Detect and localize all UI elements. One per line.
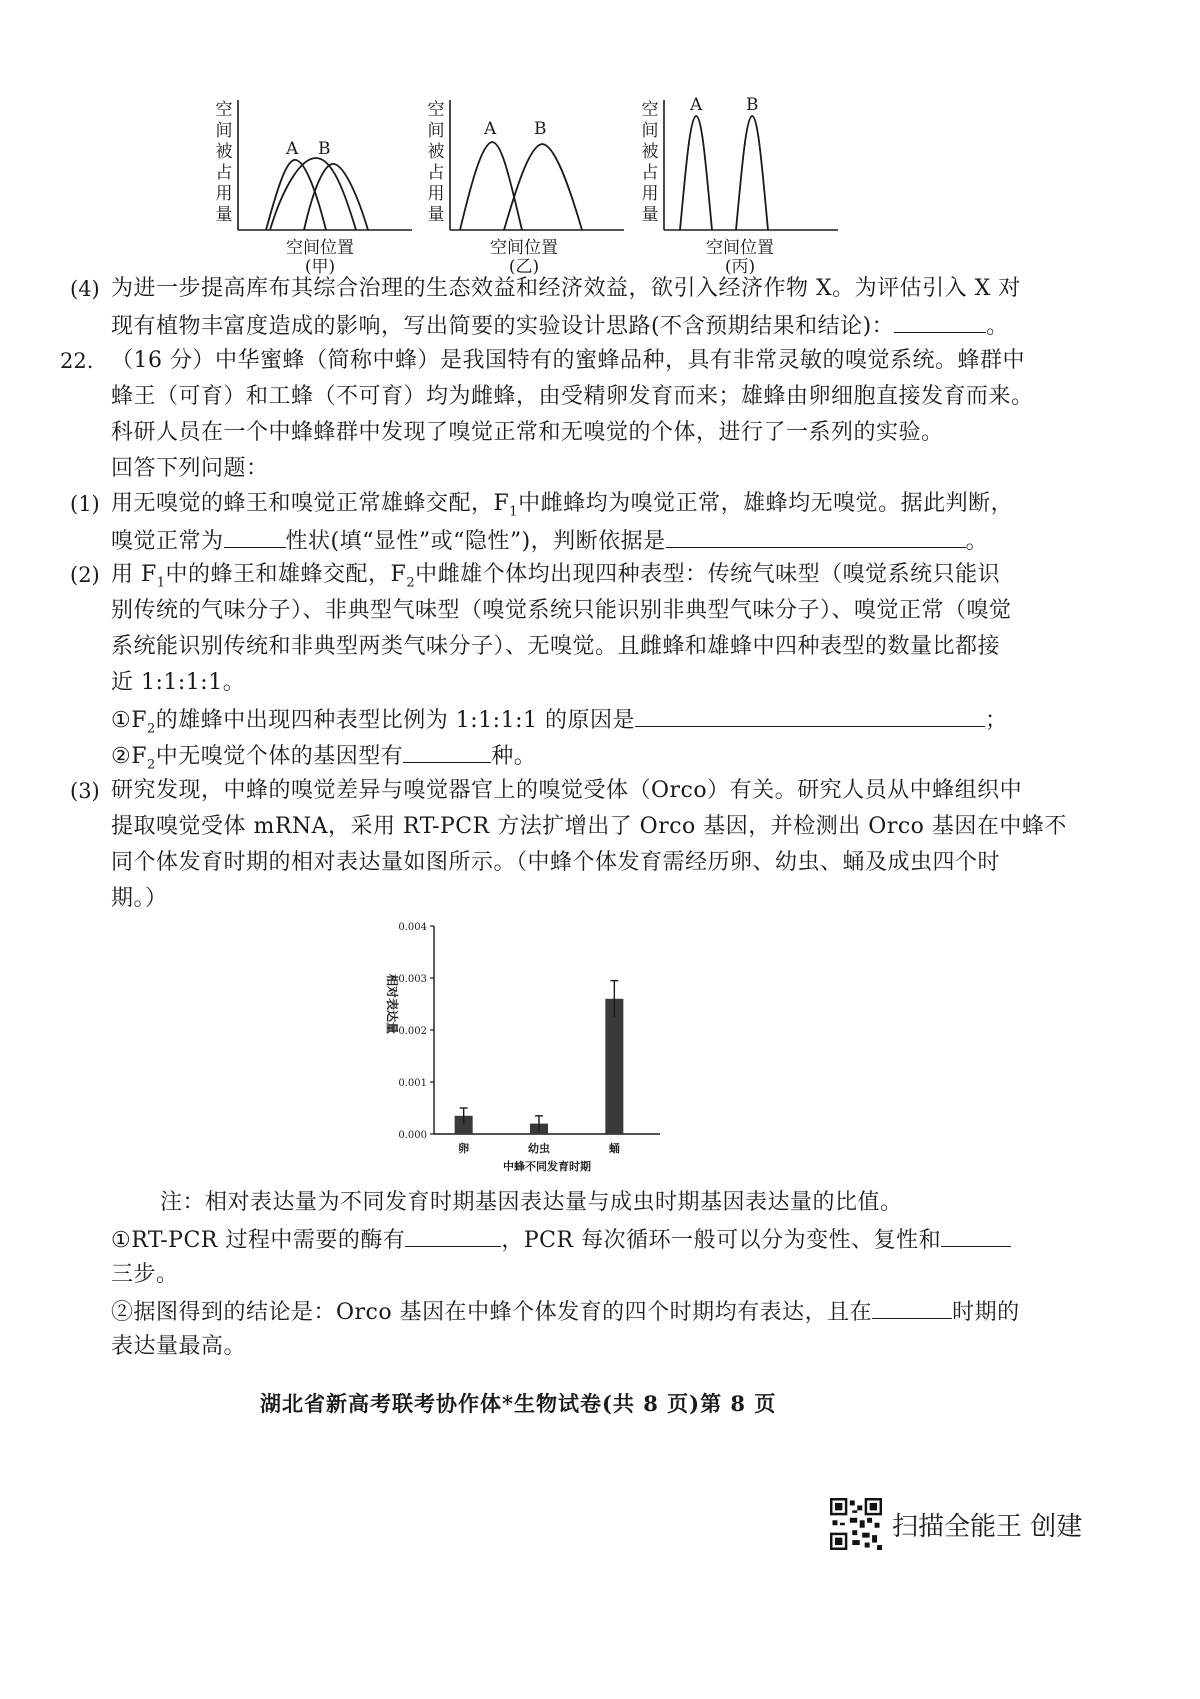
q22-line1: （16 分）中华蜜蜂（简称中蜂）是我国特有的蜜蜂品种，具有非常灵敏的嗅觉系统。蜂群中: [111, 348, 1025, 373]
answer-blank[interactable]: [941, 1224, 1011, 1247]
q22-2-line3: 系统能识别传统和非典型两类气味分子）、无嗅觉。且雌蜂和雄蜂中四种表型的数量比都接: [111, 634, 1001, 659]
question-number: 22.: [60, 349, 94, 373]
q22-3-sub2: ②据图得到的结论是：Orco 基因在中蜂个体发育的四个时期均有表达，且在 时期的: [111, 1296, 1020, 1328]
page-footer: 湖北省新高考联考协作体*生物试卷(共 8 页)第 8 页: [260, 1391, 777, 1416]
answer-blank[interactable]: [405, 1224, 501, 1247]
x-axis-label: 空间位置: [706, 238, 774, 258]
curve-a-label: A: [690, 96, 703, 115]
answer-blank[interactable]: [403, 740, 491, 763]
q22-1-line1: 用无嗅觉的蜂王和嗅觉正常雄蜂交配，$F_1$中雌蜂均为嗅觉正常，雄蜂均无嗅觉。据此判断，: [111, 491, 1014, 520]
curve-a-label: A: [286, 139, 299, 159]
q22-2-line2: 别传统的气味分子）、非典型气味型（嗅觉系统只能识别非典型气味分子）、嗅觉正常（嗅觉: [111, 598, 1012, 623]
x-axis-label: 空间位置: [286, 238, 354, 258]
x-tick-label: 蛹: [608, 1142, 620, 1155]
answer-blank[interactable]: [635, 704, 985, 727]
q22-3-line3: 同个体发育时期的相对表达量如图所示。（中蜂个体发育需经历卵、幼虫、蛹及成虫四个时: [111, 850, 1001, 875]
y-tick-label: 0.004: [398, 922, 427, 933]
niche-plot-yi: [446, 100, 626, 235]
y-axis-label: 空 间 被 占 用 量: [427, 100, 445, 225]
q22-3-line2: 提取嗅觉受体 mRNA，采用 RT-PCR 方法扩增出了 Orco 基因，并检测出 Orco 基因在中蜂不: [111, 814, 1067, 839]
question-number: (3): [70, 779, 100, 803]
q21-4-line2: 现有植物丰富度造成的影响，写出简要的实验设计思路(不含预期结果和结论)： 。: [111, 310, 1009, 342]
chart-x-axis-label: 中蜂不同发育时期: [503, 1160, 591, 1173]
chart-note: 注：相对表达量为不同发育时期基因表达量与成虫时期基因表达量的比值。: [160, 1190, 903, 1215]
y-tick-label: 0.000: [398, 1130, 427, 1141]
q21-4-line1: 为进一步提高库布其综合治理的生态效益和经济效益，欲引入经济作物 X。为评估引入 X 对: [111, 276, 1021, 301]
q22-line4: 回答下列问题：: [111, 456, 269, 481]
q22-3-line1: 研究发现，中蜂的嗅觉差异与嗅觉器官上的嗅觉受体（Orco）有关。研究人员从中蜂组织中: [111, 778, 1023, 803]
question-number: (1): [70, 492, 100, 516]
niche-curves-jia: [234, 100, 414, 235]
curve-b-label: B: [746, 96, 759, 115]
answer-blank[interactable]: [872, 1296, 952, 1319]
scanner-badge-text: 扫描全能王 创建: [892, 1512, 1083, 1542]
panel-name: (甲): [304, 257, 336, 277]
answer-blank[interactable]: [894, 310, 986, 333]
bar-2: [605, 999, 623, 1134]
x-tick-label: 卵: [458, 1142, 470, 1155]
q22-3-sub1: ①RT-PCR 过程中需要的酶有 ，PCR 每次循环一般可以分为变性、复性和: [111, 1224, 1011, 1256]
question-number: (2): [70, 563, 100, 587]
y-tick-label: 0.001: [398, 1078, 427, 1089]
qr-code-icon: [830, 1498, 882, 1550]
x-tick-label: 幼虫: [528, 1142, 550, 1155]
panel-name: (乙): [508, 257, 540, 277]
curve-b-line: [304, 164, 368, 230]
y-tick-label: 0.002: [398, 1026, 427, 1037]
answer-blank[interactable]: [666, 525, 966, 548]
q22-line2: 蜂王（可育）和工蜂（不可育）均为雌蜂，由受精卵发育而来；雄蜂由卵细胞直接发育而来。: [111, 384, 1034, 409]
curve-b-line: [736, 116, 768, 230]
question-number: (4): [70, 277, 100, 301]
y-tick-label: 0.003: [398, 974, 427, 985]
curve-b-label: B: [534, 119, 547, 139]
q22-2-sub2: $②F_2$中无嗅觉个体的基因型有 种。: [111, 740, 536, 780]
q22-2-sub1: $①F_2$的雄蜂中出现四种表型比例为 1:1:1:1 的原因是 ；: [111, 704, 1008, 744]
curve-a-line: [460, 142, 522, 230]
panel-name: (丙): [724, 257, 756, 277]
curve-a-line: [680, 116, 712, 230]
q22-3-line4: 期。）: [111, 886, 168, 911]
q22-3-sub1-cont: 三步。: [111, 1262, 179, 1287]
answer-blank[interactable]: [224, 525, 286, 548]
q22-3-sub2-cont: 表达量最高。: [111, 1334, 247, 1359]
curve-b-line: [504, 144, 582, 230]
curve-a-line: [266, 160, 326, 230]
x-axis-label: 空间位置: [490, 238, 558, 258]
curve-b-label: B: [318, 139, 331, 159]
q22-2-line4: 近 1:1:1:1。: [111, 670, 246, 695]
orco-expression-chart: [370, 912, 670, 1182]
q22-1-line2: 嗅觉正常为 性状(填“显性”或“隐性”)，判断依据是 。: [111, 525, 988, 557]
q22-line3: 科研人员在一个中蜂蜂群中发现了嗅觉正常和无嗅觉的个体，进行了一系列的实验。: [111, 420, 944, 445]
niche-plot-bing: [660, 96, 840, 235]
chart-y-axis-label: 相对表达量: [385, 974, 399, 1035]
y-axis-label: 空 间 被 占 用 量: [641, 100, 659, 225]
curve-a-label: A: [484, 119, 497, 139]
y-axis-label: 空 间 被 占 用 量: [215, 100, 233, 225]
q22-2-line1: 用 $F_1$中的蜂王和雄蜂交配，$F_2$中雌雄个体均出现四种表型：传统气味型（嗅觉系统只能识: [111, 562, 1001, 591]
